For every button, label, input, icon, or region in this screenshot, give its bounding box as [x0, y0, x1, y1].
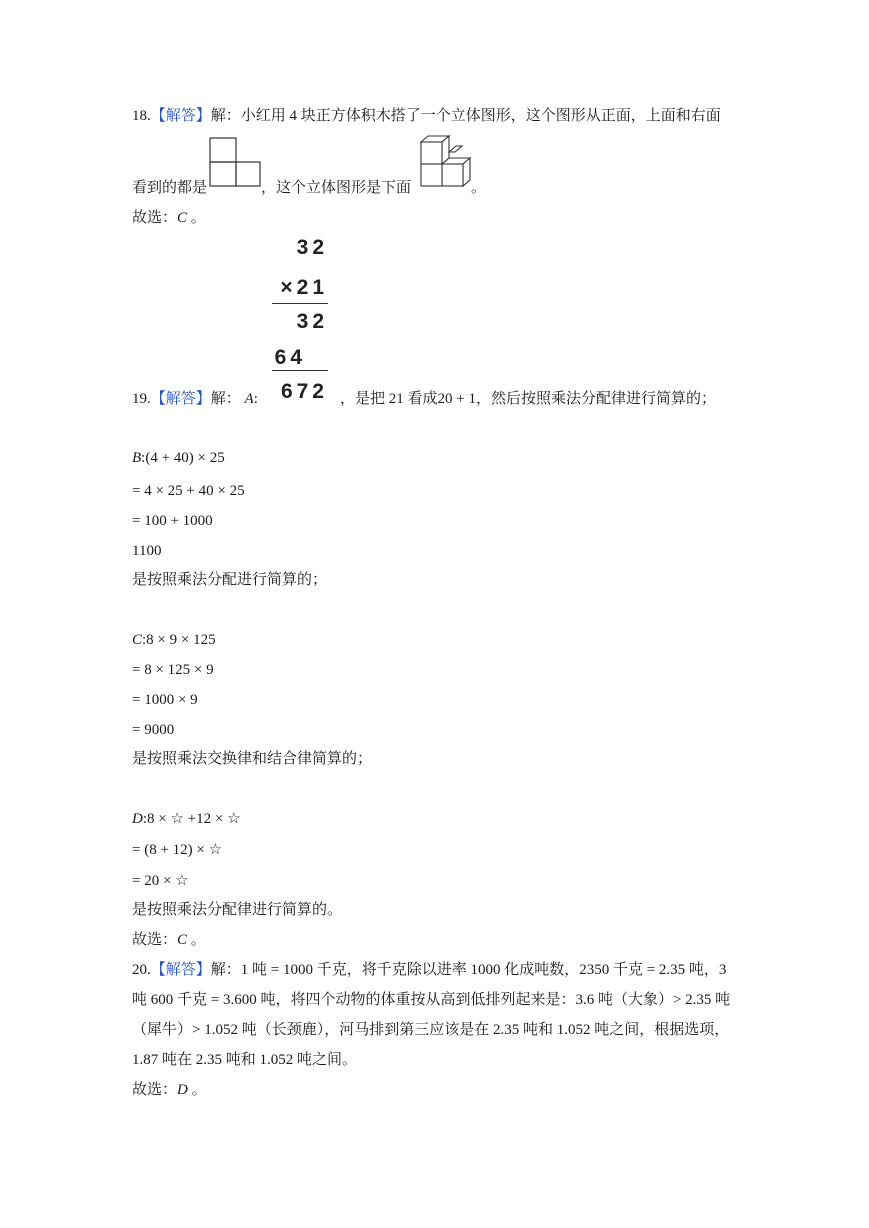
- q19-a-expr: 20 + 1: [437, 391, 476, 407]
- q19-c-line-1: [132, 630, 216, 650]
- q19-answer-tag: 【解答】: [150, 391, 211, 407]
- vmul-row-4: 64: [274, 346, 306, 369]
- q19-b-desc: 是按照乘法分配进行简算的；: [132, 572, 328, 588]
- q18-number: 18.: [132, 108, 151, 124]
- q19-line-1: [132, 389, 258, 409]
- vmul-rule-1: [272, 303, 328, 304]
- q19-number: 19.: [132, 391, 151, 407]
- q18-answer-prefix: 故选：: [132, 210, 178, 226]
- q20-line-4: 1.87 吨在 2.35 吨和 1.052 吨之间。: [132, 1052, 358, 1068]
- q18-text-2c: 。: [471, 180, 487, 196]
- q19-b-line-3: = 100 + 1000: [132, 513, 213, 529]
- q19-c-line-4: = 9000: [132, 722, 175, 738]
- vmul-row-5: 672: [280, 380, 328, 403]
- q20-answer-tag: 【解答】: [150, 962, 211, 978]
- q19-d-line-2: = (8 + 12) × ☆: [132, 842, 223, 858]
- q20-answer-suffix: 。: [187, 1082, 207, 1098]
- q19-c-expr-1: :8 × 9 × 125: [142, 632, 216, 648]
- q19-c-desc: 是按照乘法交换律和结合律简算的；: [132, 751, 373, 767]
- q19-c-line-2: = 8 × 125 × 9: [132, 662, 214, 678]
- q18-text-2a: 看到的都是: [132, 180, 208, 196]
- q19-b-expr-1: :(4 + 40) × 25: [141, 450, 225, 466]
- q19-answer-letter: C: [177, 932, 188, 948]
- q20-answer-prefix: 故选：: [132, 1082, 178, 1098]
- q19-answer-suffix: 。: [187, 932, 206, 948]
- q18-line-1: [132, 106, 721, 126]
- q19-a-desc: [340, 389, 716, 409]
- q20-text-1: 解：1 吨 = 1000 千克，将千克除以进率 1000 化成吨数，2350 千克 = 2.35 吨，3: [210, 962, 727, 978]
- q19-c-line-3: = 1000 × 9: [132, 692, 198, 708]
- vmul-row-3: 32: [296, 310, 328, 333]
- q18-answer-letter: C: [177, 210, 188, 226]
- q20-answer-letter: D: [177, 1082, 188, 1098]
- q19-a-label: A: [244, 391, 254, 407]
- q19-a-colon: :: [253, 391, 258, 407]
- q20-line-2: 吨 600 千克 = 3.600 吨，将四个动物的体重按从高到低排列起来是：3.6 吨（大象）> 2.35 吨: [132, 992, 731, 1008]
- q19-d-line-3: = 20 × ☆: [132, 873, 189, 889]
- q19-d-label: D: [132, 811, 143, 827]
- q20-answer-line: [132, 1080, 207, 1100]
- vmul-row-2: ×21: [280, 276, 328, 299]
- vmul-rule-2: [272, 370, 328, 371]
- q19-jie: 解：: [210, 391, 241, 407]
- q19-answer-line: [132, 930, 206, 950]
- q19-d-line-1: [132, 809, 241, 829]
- q19-a-desc-post: ，然后按照乘法分配律进行简算的；: [475, 391, 716, 407]
- q19-d-desc: 是按照乘法分配律进行简算的。: [132, 902, 343, 918]
- q18-text-1: 解：小红用 4 块正方体积木搭了一个立体图形，这个图形从正面，上面和右面: [210, 108, 721, 124]
- q20-line-1: [132, 960, 726, 980]
- q18-text-2b: ，这个立体图形是下面: [261, 180, 412, 196]
- q18-answer-line: [132, 208, 206, 228]
- q18-three-view-figure: [206, 136, 262, 192]
- q19-b-line-2: = 4 × 25 + 40 × 25: [132, 483, 245, 499]
- q20-number: 20.: [132, 962, 151, 978]
- q19-answer-prefix: 故选：: [132, 932, 178, 948]
- q19-b-line-4: 1100: [132, 543, 162, 559]
- q20-line-3: （犀牛）> 1.052 吨（长颈鹿），河马排到第三应该是在 2.35 吨和 1.052 吨之间，根据选项，: [132, 1022, 730, 1038]
- q18-solid-figure: [414, 134, 474, 192]
- q18-answer-suffix: 。: [187, 210, 206, 226]
- q19-c-label: C: [132, 632, 143, 648]
- q19-b-label: B: [132, 450, 142, 466]
- q18-answer-tag: 【解答】: [150, 108, 211, 124]
- q19-a-desc-pre: ，是把 21 看成: [340, 391, 438, 407]
- vmul-row-1: 32: [296, 236, 328, 259]
- q19-b-line-1: [132, 448, 225, 468]
- q19-d-expr-1: :8 × ☆ +12 × ☆: [142, 811, 241, 827]
